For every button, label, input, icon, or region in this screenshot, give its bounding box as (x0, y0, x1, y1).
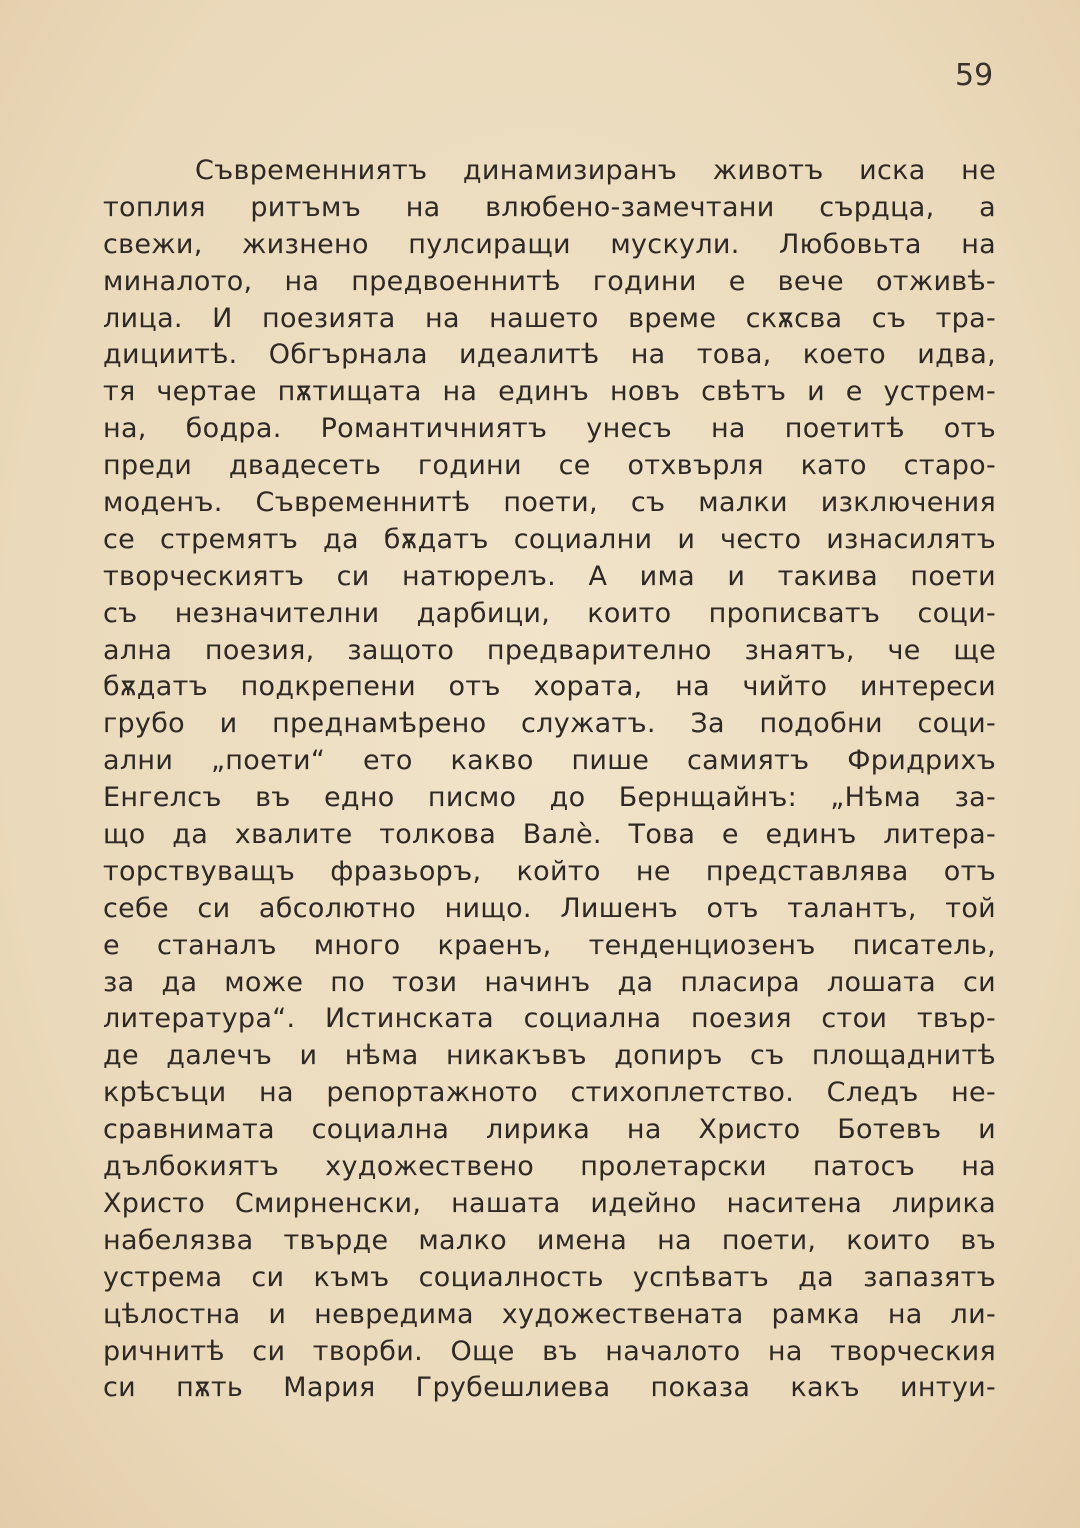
page-number: 59 (955, 58, 994, 93)
text-line: грубо и преднамѣрено служатъ. За подобни соци- (103, 708, 996, 740)
text-line: дълбокиятъ художествено пролетарски патосъ на (103, 1151, 996, 1183)
text-line: бѫдатъ подкрепени отъ хората, на чийто интереси (103, 671, 996, 703)
text-line: Енгелсъ въ едно писмо до Бернщайнъ: „Нѣма за- (103, 782, 996, 814)
text-line: моденъ. Съвременнитѣ поети, съ малки изключения (103, 487, 996, 519)
text-line: тя чертае пѫтищата на единъ новъ свѣтъ и е устрем- (103, 376, 996, 408)
text-line: литература“. Истинската социална поезия стои твър- (103, 1003, 996, 1035)
text-line: се стремятъ да бѫдатъ социални и често изнасилятъ (103, 523, 996, 555)
text-line: си пѫть Мария Грубешлиева показа какъ интуи- (103, 1372, 996, 1404)
text-line: ални „поети“ ето какво пише самиятъ Фридрихъ (103, 745, 996, 777)
text-line: сравнимата социална лирика на Христо Ботевъ и (103, 1114, 996, 1146)
text-line: Съвременниятъ динамизиранъ животъ иска не (195, 155, 996, 186)
text-line: лица. И поезията на нашето време скѫсва съ тра- (103, 302, 996, 334)
text-line: що да хвалите толкова Валѐ. Това е единъ литера- (103, 819, 996, 851)
text-line: за да може по този начинъ да пласира лошата си (103, 966, 996, 998)
text-line: съ незначителни дарбици, които прописватъ соци- (103, 597, 996, 629)
text-line: на, бодра. Романтичниятъ унесъ на поетитѣ отъ (103, 413, 996, 445)
text-line: преди двадесеть години се отхвърля като старо- (103, 450, 996, 482)
text-line: е станалъ много краенъ, тенденциозенъ писатель, (103, 929, 996, 961)
text-line: набелязва твърде малко имена на поети, които въ (103, 1224, 996, 1256)
text-line: Христо Смирненски, нашата идейно наситена лирика (103, 1187, 996, 1219)
text-line: де далечъ и нѣма никакъвъ допиръ съ площаднитѣ (103, 1040, 996, 1072)
text-line: ричнитѣ си творби. Още въ началото на творческия (103, 1335, 996, 1367)
text-line: миналото, на предвоеннитѣ години е вече отживѣ- (103, 265, 996, 297)
text-line: себе си абсолютно нищо. Лишенъ отъ талантъ, той (103, 892, 996, 924)
text-line: устрема си къмъ социалность успѣватъ да запазятъ (103, 1261, 996, 1293)
text-line: топлия ритъмъ на влюбено-замечтани сърдца, а (103, 191, 996, 223)
text-line: торствуващъ фразьоръ, който не представлява отъ (103, 855, 996, 887)
text-line: творческиятъ си натюрелъ. А има и такива поети (103, 560, 996, 592)
text-line: ална поезия, защото предварително знаятъ, че ще (103, 634, 996, 666)
body-text (103, 153, 996, 1407)
text-line: цѣлостна и невредима художествената рамка на ли- (103, 1298, 996, 1330)
text-line: крѣсъци на репортажното стихоплетство. Следъ не- (103, 1077, 996, 1109)
text-line: дициитѣ. Обгърнала идеалитѣ на това, което идва, (103, 339, 996, 371)
text-line: свежи, жизнено пулсиращи мускули. Любовьта на (103, 228, 996, 260)
